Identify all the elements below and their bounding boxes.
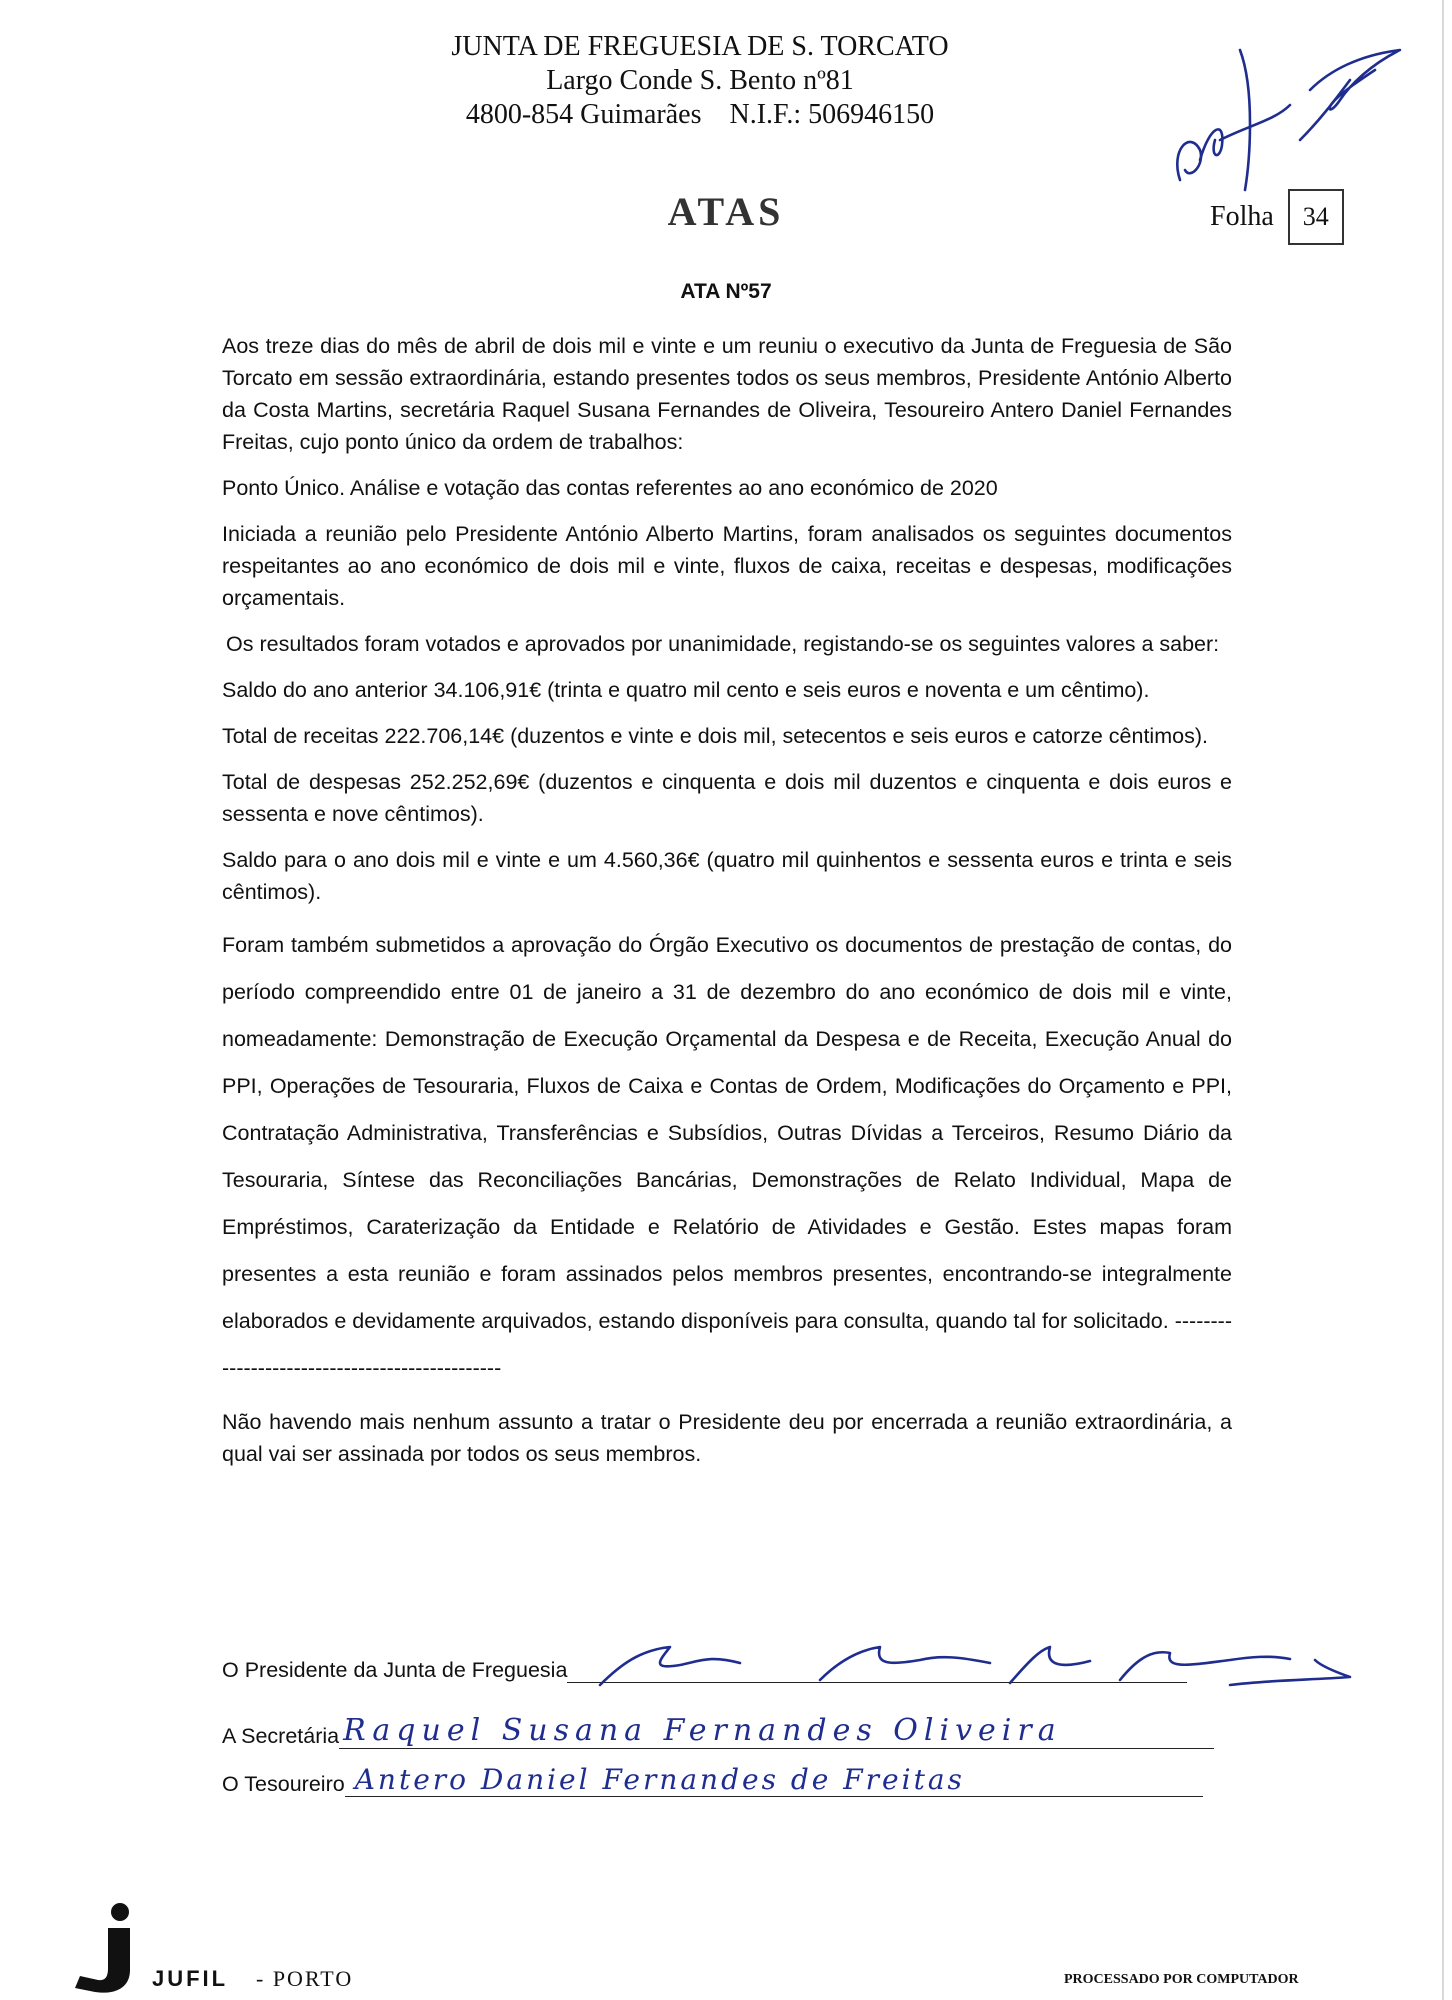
paragraph-new-balance: Saldo para o ano dois mil e vinte e um 4.560,36€ (quatro mil quinhentos e sessenta euros e trinta e seis cêntimos). bbox=[222, 848, 1232, 904]
presidente-signature bbox=[590, 1635, 1360, 1695]
folha bbox=[1210, 190, 1344, 244]
letterhead-nif: N.I.F.: 506946150 bbox=[729, 99, 935, 130]
paragraph-expenses: Total de despesas 252.252,69€ (duzentos e cinquenta e dois mil duzentos e cinquenta e dois euros e sessenta e nove cêntimos). bbox=[222, 770, 1232, 826]
paragraph-intro: Aos treze dias do mês de abril de dois mil e vinte e um reuniu o executivo da Junta de Freguesia de São Torcato em sessão extraordinária, estando presentes todos os seus membros, Presidente António Alberto da Costa Martins, secretária Raquel Susana Fernandes de Oliveira, Tesoureiro Antero Daniel Fernandes Freitas, cujo ponto único da ordem de trabalhos: bbox=[222, 334, 1232, 454]
footer-processed: PROCESSADO POR COMPUTADOR bbox=[1064, 1972, 1299, 1987]
letterhead bbox=[380, 30, 1020, 132]
paragraph-analysis: Iniciada a reunião pelo Presidente António Alberto Martins, foram analisados os seguintes documentos respeitantes ao ano económico de dois mil e vinte, fluxos de caixa, receitas e despesas, modificações orçamentais. bbox=[222, 522, 1232, 610]
letterhead-line1: JUNTA DE FREGUESIA DE S. TORCATO bbox=[451, 31, 949, 62]
paragraph-closing: Não havendo mais nenhum assunto a tratar o Presidente deu por encerrada a reunião extraordinária, a qual vai ser assinada por todos os seus membros. bbox=[222, 1410, 1232, 1466]
paragraph-agenda: Ponto Único. Análise e votação das contas referentes ao ano económico de 2020 bbox=[222, 476, 998, 500]
signature-secretaria bbox=[222, 1713, 1214, 1749]
secretaria-handwritten: Raquel Susana Fernandes Oliveira bbox=[343, 1713, 1062, 1748]
paragraph-documents: Foram também submetidos a aprovação do Órgão Executivo os documentos de prestação de contas, do período compreendido entre 01 de janeiro a 31 de dezembro do ano económico de dois mil e vinte, nomeadamente: Demonstração de Execução Orçamental da Despesa e de Receita, Execução Anual do PPI, Operações de Tesouraria, Fluxos de Caixa e Contas de Ordem, Modificações do Orçamento e PPI, Contratação Administrativa, Transferências e Subsídios, Outras Dívidas a Terceiros, Resumo Diário da Tesouraria, Síntese das Reconciliações Bancárias, Demonstrações de Relato Individual, Mapa de Empréstimos, Caraterização da Entidade e Relatório de Atividades e Gestão. Estes mapas foram presentes a esta reunião e foram assinados pelos membros presentes, encontrando-se integralmente elaborados e devidamente arquivados, estando disponíveis para consulta, quando tal for solicitado. ----------------------------------------------- bbox=[222, 933, 1232, 1380]
footer-brand: JUFIL bbox=[152, 1966, 229, 1991]
tesoureiro-handwritten: Antero Daniel Fernandes de Freitas bbox=[354, 1763, 965, 1796]
folha-label: Folha bbox=[1210, 201, 1274, 232]
presidente-label: O Presidente da Junta de Freguesia bbox=[222, 1658, 568, 1682]
tesoureiro-signature-line bbox=[345, 1763, 1203, 1797]
signature-tesoureiro bbox=[222, 1763, 1203, 1797]
paragraph-revenue: Total de receitas 222.706,14€ (duzentos e vinte e dois mil, setecentos e seis euros e catorze cêntimos). bbox=[222, 724, 1208, 748]
letterhead-address: 4800-854 Guimarães bbox=[465, 99, 702, 130]
minutes-body bbox=[222, 330, 1232, 1484]
document-title: ATAS bbox=[667, 189, 785, 234]
footer-city: - PORTO bbox=[256, 1966, 354, 1991]
paragraph-results: Os resultados foram votados e aprovados por unanimidade, registando-se os seguintes valores a saber: bbox=[226, 632, 1220, 656]
ata-number: ATA Nº57 bbox=[680, 280, 772, 303]
jufil-logo-icon bbox=[70, 1900, 140, 1995]
secretaria-signature-line bbox=[339, 1713, 1214, 1749]
folha-number: 34 bbox=[1288, 189, 1344, 245]
letterhead-line2: Largo Conde S. Bento nº81 bbox=[546, 65, 854, 96]
tesoureiro-label: O Tesoureiro bbox=[222, 1772, 345, 1796]
letterhead-line3 bbox=[380, 98, 1020, 132]
paragraph-previous-balance: Saldo do ano anterior 34.106,91€ (trinta e quatro mil cento e seis euros e noventa e um cêntimo). bbox=[222, 678, 1150, 702]
secretaria-label: A Secretária bbox=[222, 1724, 340, 1748]
